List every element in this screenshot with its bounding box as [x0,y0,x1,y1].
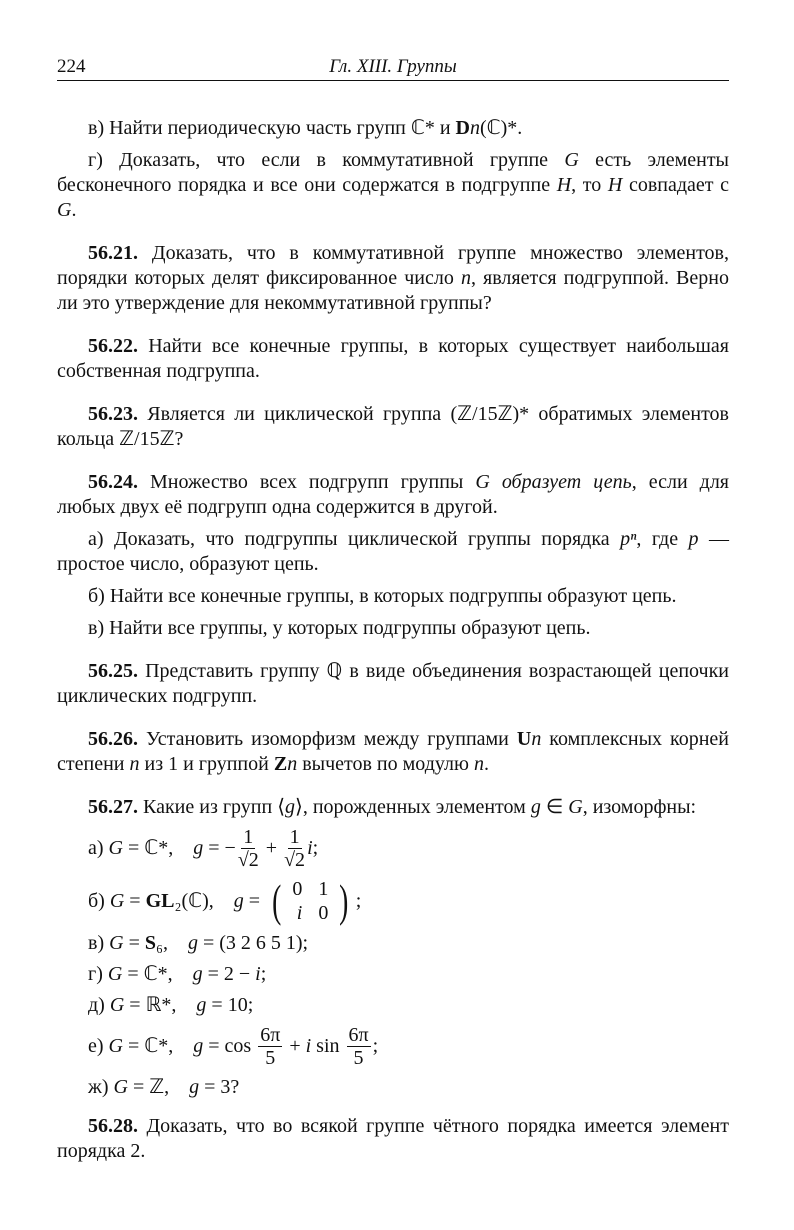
text: — простое число, образуют цепь. [57,528,729,575]
formula-line [57,962,729,987]
right-paren: ) [339,875,349,926]
subitem-paragraph [57,584,729,609]
bold-text: U [516,728,532,750]
exercise-paragraph [57,334,729,384]
italic-text: G [113,1076,128,1098]
italic-text: g [530,796,541,818]
text: = ℂ*, [122,963,193,985]
italic-text: g [196,994,207,1016]
text: , если для любых двух её подгрупп одна содержится в другой. [57,471,730,518]
text: совпадает с [622,174,730,196]
text: из 1 и группой [139,753,274,775]
text: , изоморфны: [582,796,697,818]
italic-text: G [109,994,125,1016]
bold-text: 56.25. [88,660,138,682]
italic-text: n [469,117,480,139]
text: = cos [203,1035,257,1057]
text: Является ли циклической группа (ℤ/15ℤ)* обратимых элементов кольца ℤ/15ℤ? [57,403,729,450]
text: ₆, [155,932,188,954]
numerator: 1 [243,826,254,848]
text: Какие из групп ⟨ [138,796,286,818]
text: Доказать, что во всякой группе чётного порядка имеется элемент порядка 2. [57,1115,729,1162]
text: вычетов по модулю [297,753,474,775]
numerator: 6π [260,1024,281,1046]
text: б) Найти все конечные группы, в которых подгруппы образуют цепь. [88,585,677,607]
bold-text: 56.24. [88,471,138,493]
italic-text: i [255,963,261,985]
text: Представить группу ℚ в виде объединения возрастающей цепочки циклических подгрупп. [57,660,729,707]
italic-text: G [475,471,490,493]
text: а) Доказать, что подгруппы циклической группы порядка [88,528,621,550]
bold-text: 56.22. [88,335,138,357]
exercise-paragraph [57,241,729,316]
matrix-entries [284,877,336,925]
matrix-cell: 1 [318,878,329,900]
bold-text: 56.23. [88,403,138,425]
italic-text: pⁿ [620,528,637,550]
matrix [269,877,352,925]
text: г) Доказать, что если в коммутативной группе [88,149,565,171]
text: в) Найти периодическую часть групп ℂ* и [88,117,456,139]
text: sin [311,1035,345,1057]
italic-text: G [108,1035,123,1057]
text: ; [372,1035,379,1057]
text: = ℝ*, [124,994,197,1016]
italic-text: образует цепь [489,471,632,493]
page-number: 224 [57,56,86,77]
italic-text: H [556,174,572,196]
italic-text: H [607,174,623,196]
bold-text: Z [273,753,288,775]
text: в) Найти все группы, у которых подгруппы образуют цепь. [88,617,591,639]
text: . [71,199,77,221]
matrix-cell: i [296,902,303,924]
text: = ℂ*, [123,1035,194,1057]
italic-text: g [189,1076,200,1098]
denominator: 5 [353,1047,364,1069]
text: , то [571,174,608,196]
text: г) [88,963,108,985]
italic-text: G [568,796,583,818]
text: = 3? [199,1076,240,1098]
italic-text: g [193,837,204,859]
text: + [284,1035,306,1057]
text: в) [88,932,110,954]
matrix-cell: 0 [292,878,303,900]
text: б) [88,889,110,912]
exercise-paragraph [57,402,729,452]
italic-text: G [108,837,123,859]
italic-text: G [107,963,123,985]
exercise-paragraph [57,1114,729,1164]
text: (ℂ)*. [479,117,523,139]
bold-text: D [455,117,470,139]
denominator: √2 [237,849,259,871]
fraction [284,826,305,871]
subitem-paragraph [57,527,729,577]
text: есть элементы бесконечного порядка и все они содержатся в подгруппе [57,149,729,196]
exercise-paragraph [57,795,729,820]
exercise-paragraph [57,727,729,777]
denominator: √2 [284,849,306,871]
italic-text: n [531,728,542,750]
text: Доказать, что в коммутативной группе множество элементов, порядки которых делят фиксированное число [57,242,729,289]
chapter-title: Гл. XIII. Группы [329,56,457,77]
exercise-paragraph [57,659,729,709]
formula-line [57,993,729,1018]
italic-text: g [192,963,203,985]
text: = 10; [206,994,254,1016]
italic-text: g [285,796,296,818]
fraction [238,826,259,871]
page-body [57,116,729,1164]
text: . [483,753,489,775]
italic-text: p [688,528,699,550]
text: ; [260,963,267,985]
text: , где [636,528,689,550]
text: = − [203,837,236,859]
text: Найти все конечные группы, в которых существует наибольшая собственная подгруппа. [57,335,729,382]
bold-text: 56.26. [88,728,138,750]
text: = [123,932,145,954]
text: ⟩, порожденных элементом [295,796,531,818]
running-header [57,54,729,81]
bold-text: S [144,932,156,954]
italic-text: G [564,149,579,171]
fraction [258,1024,282,1069]
exercise-paragraph [57,470,729,520]
text: ж) [88,1076,114,1098]
bold-text: GL [145,889,175,912]
text: ; [355,889,362,912]
italic-text: n [473,753,484,775]
text: = [124,889,146,912]
text: = ℂ*, [123,837,194,859]
text: комплексных корней степени [57,728,730,775]
formula-line [57,931,729,956]
numerator: 1 [289,826,300,848]
italic-text: g [233,889,244,912]
fraction [347,1024,371,1069]
subitem-paragraph [57,616,729,641]
matrix-cell: 0 [318,902,329,924]
italic-text: i [307,837,313,859]
bold-text: 56.21. [88,242,138,264]
text: д) [88,994,110,1016]
formula-line [57,1075,729,1100]
text: Установить изоморфизм между группами [138,728,517,750]
text: = 2 − [202,963,256,985]
text: ₂(ℂ), [174,889,234,912]
italic-text: G [109,932,124,954]
text: ; [312,837,319,859]
italic-text: n [460,267,471,289]
subitem-paragraph [57,116,729,141]
italic-text: g [187,932,198,954]
italic-text: n [287,753,298,775]
text: = (3 2 6 5 1); [197,932,309,954]
bold-text: 56.27. [88,796,138,818]
italic-text: G [109,889,125,912]
numerator: 6π [348,1024,369,1046]
bold-text: 56.28. [88,1115,138,1137]
text: , является подгруппой. Верно ли это утверждение для некоммутативной группы? [57,267,729,314]
formula-line [57,877,729,925]
text: Множество всех подгрупп группы [138,471,476,493]
denominator: 5 [265,1047,276,1069]
italic-text: i [305,1035,312,1057]
subitem-paragraph [57,148,729,223]
formula-line [57,1024,729,1069]
italic-text: g [193,1035,204,1057]
italic-text: n [129,753,140,775]
text: + [260,837,283,859]
text: а) [88,837,109,859]
text: ∈ [540,796,569,818]
text: е) [88,1035,109,1057]
text: = [243,889,266,912]
formula-line [57,826,729,871]
text: = ℤ, [127,1076,190,1098]
left-paren: ( [272,875,282,926]
italic-text: G [57,199,72,221]
